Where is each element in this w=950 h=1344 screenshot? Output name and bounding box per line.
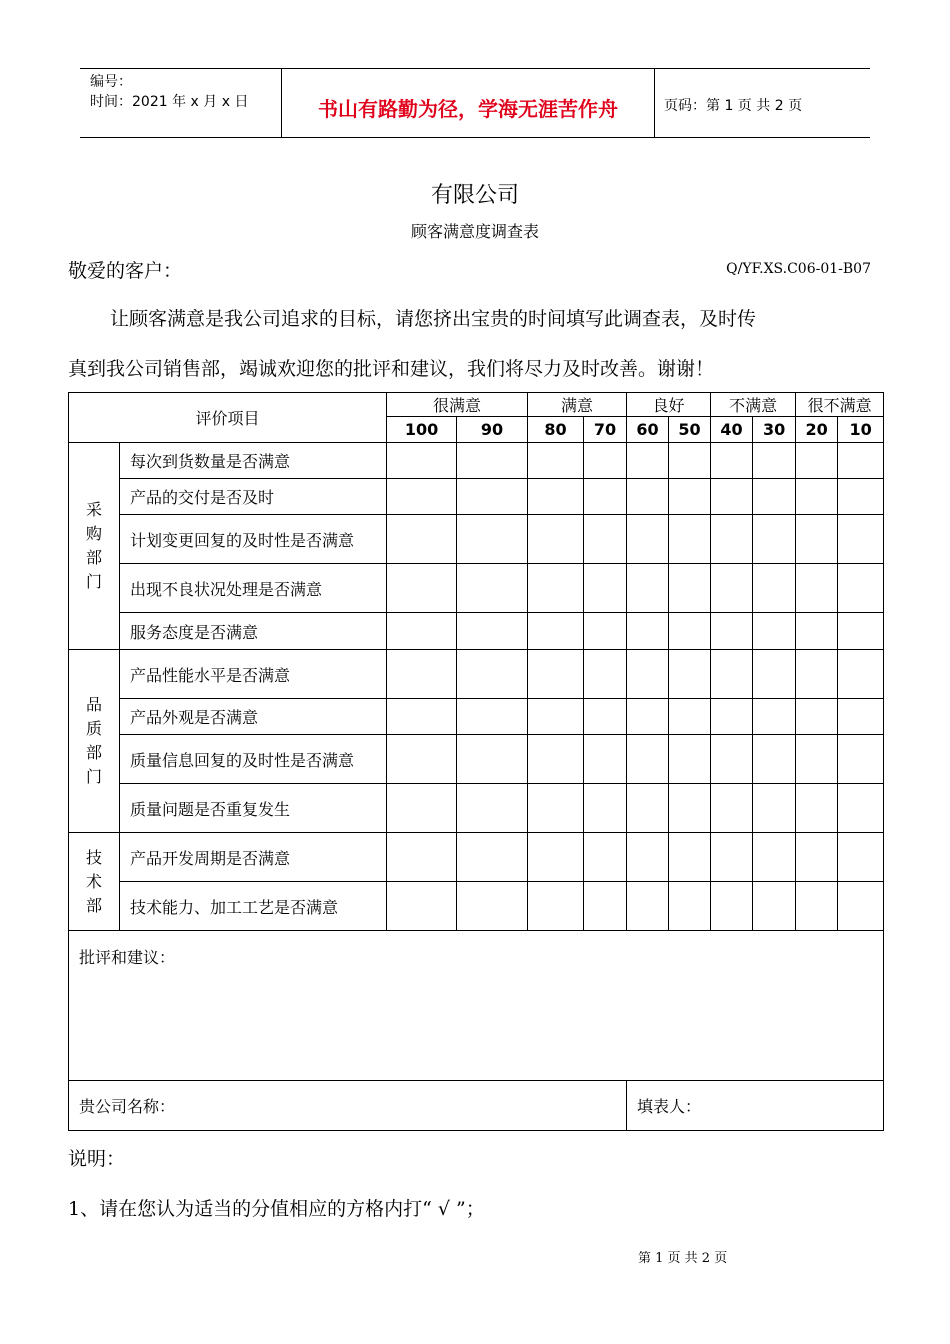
dept-label: 采 购 部 门 [69, 443, 120, 650]
item-header: 评价项目 [69, 393, 387, 443]
score-checkbox-cell[interactable] [796, 735, 838, 784]
header-meta [80, 69, 281, 137]
score-checkbox-cell[interactable] [796, 479, 838, 515]
score-checkbox-cell[interactable] [387, 833, 457, 882]
page-title: 有限公司 [430, 183, 519, 208]
page-footer: 第 1 页 共 2 页 [638, 1251, 728, 1266]
item-label: 服务态度是否满意 [120, 613, 387, 650]
score-checkbox-cell[interactable] [838, 613, 884, 650]
score-checkbox-cell[interactable] [711, 833, 753, 882]
score-checkbox-cell[interactable] [584, 443, 627, 479]
score-checkbox-cell[interactable] [387, 650, 457, 699]
score-checkbox-cell[interactable] [584, 784, 627, 833]
score-checkbox-cell[interactable] [457, 443, 528, 479]
dept-label: 技 术 部 [69, 833, 120, 931]
filler-field[interactable]: 填表人： [627, 1081, 884, 1131]
survey-table [68, 392, 884, 1131]
score-checkbox-cell[interactable] [457, 882, 528, 931]
form-code: Q/YF.XS.C06-01-B07 [726, 261, 871, 277]
item-label: 质量问题是否重复发生 [120, 784, 387, 833]
score-checkbox-cell[interactable] [457, 613, 528, 650]
score-checkbox-cell[interactable] [838, 650, 884, 699]
page-header [80, 68, 870, 138]
score-checkbox-cell[interactable] [627, 613, 669, 650]
score-checkbox-cell[interactable] [753, 613, 796, 650]
level-dissatisfied: 不满意 [711, 393, 796, 417]
score-checkbox-cell[interactable] [457, 515, 528, 564]
score-checkbox-cell[interactable] [528, 833, 584, 882]
score-checkbox-cell[interactable] [753, 784, 796, 833]
score-checkbox-cell[interactable] [796, 784, 838, 833]
table-row [69, 735, 884, 784]
table-row [69, 443, 884, 479]
score-checkbox-cell[interactable] [627, 833, 669, 882]
score-checkbox-cell[interactable] [669, 735, 711, 784]
score-checkbox-cell[interactable] [753, 833, 796, 882]
score-checkbox-cell[interactable] [584, 564, 627, 613]
score-checkbox-cell[interactable] [711, 735, 753, 784]
score-checkbox-cell[interactable] [711, 613, 753, 650]
score-checkbox-cell[interactable] [457, 784, 528, 833]
intro-line-2: 真到我公司销售部，竭诚欢迎您的批评和建议，我们将尽力及时改善。谢谢！ [68, 358, 715, 380]
score-checkbox-cell[interactable] [796, 699, 838, 735]
score-checkbox-cell[interactable] [796, 515, 838, 564]
score-checkbox-cell[interactable] [627, 784, 669, 833]
table-row [69, 699, 884, 735]
score-checkbox-cell[interactable] [528, 650, 584, 699]
score-checkbox-cell[interactable] [753, 479, 796, 515]
score-checkbox-cell[interactable] [627, 699, 669, 735]
score-checkbox-cell[interactable] [838, 882, 884, 931]
score-checkbox-cell[interactable] [528, 613, 584, 650]
score-checkbox-cell[interactable] [528, 784, 584, 833]
company-name-field[interactable]: 贵公司名称： [69, 1081, 627, 1131]
score-checkbox-cell[interactable] [838, 443, 884, 479]
score-checkbox-cell[interactable] [387, 735, 457, 784]
item-label: 质量信息回复的及时性是否满意 [120, 735, 387, 784]
score-checkbox-cell[interactable] [669, 784, 711, 833]
score-checkbox-cell[interactable] [528, 882, 584, 931]
score-checkbox-cell[interactable] [753, 443, 796, 479]
score-checkbox-cell[interactable] [838, 564, 884, 613]
score-checkbox-cell[interactable] [669, 564, 711, 613]
score-header: 80 [528, 417, 584, 443]
page-label: 页码：第 1 页 共 2 页 [664, 98, 803, 114]
item-label: 产品开发周期是否满意 [120, 833, 387, 882]
score-header: 90 [457, 417, 528, 443]
table-row [69, 613, 884, 650]
score-checkbox-cell[interactable] [796, 833, 838, 882]
score-checkbox-cell[interactable] [838, 699, 884, 735]
score-checkbox-cell[interactable] [584, 613, 627, 650]
comments-field[interactable]: 批评和建议： [69, 931, 884, 1081]
score-header: 50 [669, 417, 711, 443]
score-header: 40 [711, 417, 753, 443]
score-checkbox-cell[interactable] [753, 564, 796, 613]
score-checkbox-cell[interactable] [627, 735, 669, 784]
score-checkbox-cell[interactable] [627, 882, 669, 931]
score-header: 10 [838, 417, 884, 443]
score-checkbox-cell[interactable] [387, 479, 457, 515]
score-checkbox-cell[interactable] [584, 515, 627, 564]
score-checkbox-cell[interactable] [584, 735, 627, 784]
table-row [69, 479, 884, 515]
score-checkbox-cell[interactable] [528, 564, 584, 613]
form-subtitle: 顾客满意度调查表 [410, 222, 539, 241]
score-checkbox-cell[interactable] [796, 613, 838, 650]
score-header: 20 [796, 417, 838, 443]
score-checkbox-cell[interactable] [669, 650, 711, 699]
score-checkbox-cell[interactable] [584, 699, 627, 735]
score-checkbox-cell[interactable] [528, 735, 584, 784]
score-checkbox-cell[interactable] [711, 443, 753, 479]
motto-cell [281, 69, 655, 137]
item-label: 计划变更回复的及时性是否满意 [120, 515, 387, 564]
score-checkbox-cell[interactable] [796, 443, 838, 479]
table-row [69, 882, 884, 931]
level-very-satisfied: 很满意 [387, 393, 528, 417]
score-checkbox-cell[interactable] [838, 833, 884, 882]
score-checkbox-cell[interactable] [387, 613, 457, 650]
score-checkbox-cell[interactable] [838, 735, 884, 784]
score-checkbox-cell[interactable] [796, 564, 838, 613]
score-checkbox-cell[interactable] [753, 515, 796, 564]
score-checkbox-cell[interactable] [711, 699, 753, 735]
motto: 书山有路勤为径，学海无涯苦作舟 [318, 97, 618, 121]
table-row [69, 650, 884, 699]
notes-heading: 说明： [68, 1148, 126, 1170]
score-checkbox-cell[interactable] [669, 479, 711, 515]
score-checkbox-cell[interactable] [528, 699, 584, 735]
score-checkbox-cell[interactable] [753, 699, 796, 735]
score-checkbox-cell[interactable] [669, 699, 711, 735]
score-header: 60 [627, 417, 669, 443]
score-header: 30 [753, 417, 796, 443]
item-label: 产品性能水平是否满意 [120, 650, 387, 699]
score-checkbox-cell[interactable] [669, 882, 711, 931]
level-satisfied: 满意 [528, 393, 627, 417]
score-checkbox-cell[interactable] [796, 650, 838, 699]
signature-row [69, 1081, 884, 1131]
table-row [69, 833, 884, 882]
score-checkbox-cell[interactable] [528, 443, 584, 479]
level-good: 良好 [627, 393, 711, 417]
table-row [69, 515, 884, 564]
score-checkbox-cell[interactable] [387, 699, 457, 735]
score-checkbox-cell[interactable] [387, 515, 457, 564]
score-checkbox-cell[interactable] [457, 650, 528, 699]
item-label: 技术能力、加工工艺是否满意 [120, 882, 387, 931]
score-checkbox-cell[interactable] [627, 650, 669, 699]
score-checkbox-cell[interactable] [669, 833, 711, 882]
date-label: 时间：2021 年 x 月 x 日 [90, 94, 249, 110]
greeting: 敬爱的客户： [68, 260, 183, 282]
table-row [69, 784, 884, 833]
score-checkbox-cell[interactable] [457, 735, 528, 784]
score-checkbox-cell[interactable] [711, 515, 753, 564]
score-checkbox-cell[interactable] [528, 479, 584, 515]
score-checkbox-cell[interactable] [584, 833, 627, 882]
score-checkbox-cell[interactable] [387, 784, 457, 833]
score-header: 100 [387, 417, 457, 443]
score-checkbox-cell[interactable] [457, 833, 528, 882]
score-checkbox-cell[interactable] [387, 882, 457, 931]
score-checkbox-cell[interactable] [711, 564, 753, 613]
score-checkbox-cell[interactable] [627, 564, 669, 613]
score-checkbox-cell[interactable] [387, 564, 457, 613]
score-checkbox-cell[interactable] [584, 650, 627, 699]
serial-label: 编号： [90, 74, 132, 90]
score-checkbox-cell[interactable] [627, 443, 669, 479]
score-checkbox-cell[interactable] [753, 735, 796, 784]
score-checkbox-cell[interactable] [669, 443, 711, 479]
score-checkbox-cell[interactable] [838, 479, 884, 515]
item-label: 出现不良状况处理是否满意 [120, 564, 387, 613]
table-row [69, 564, 884, 613]
dept-label: 品 质 部 门 [69, 650, 120, 833]
score-checkbox-cell[interactable] [457, 564, 528, 613]
score-checkbox-cell[interactable] [627, 479, 669, 515]
score-checkbox-cell[interactable] [711, 650, 753, 699]
score-checkbox-cell[interactable] [669, 613, 711, 650]
level-very-dissatisfied: 很不满意 [796, 393, 884, 417]
score-checkbox-cell[interactable] [711, 479, 753, 515]
score-checkbox-cell[interactable] [838, 784, 884, 833]
score-checkbox-cell[interactable] [669, 515, 711, 564]
score-checkbox-cell[interactable] [711, 882, 753, 931]
intro-line-1: 让顾客满意是我公司追求的目标，请您挤出宝贵的时间填写此调查表，及时传 [110, 308, 757, 330]
score-checkbox-cell[interactable] [584, 882, 627, 931]
score-checkbox-cell[interactable] [627, 515, 669, 564]
item-label: 产品外观是否满意 [120, 699, 387, 735]
score-checkbox-cell[interactable] [796, 882, 838, 931]
score-checkbox-cell[interactable] [584, 479, 627, 515]
score-checkbox-cell[interactable] [387, 443, 457, 479]
score-checkbox-cell[interactable] [838, 515, 884, 564]
score-checkbox-cell[interactable] [753, 882, 796, 931]
score-checkbox-cell[interactable] [753, 650, 796, 699]
score-checkbox-cell[interactable] [711, 784, 753, 833]
score-header: 70 [584, 417, 627, 443]
comments-row [69, 931, 884, 1081]
item-label: 每次到货数量是否满意 [120, 443, 387, 479]
score-checkbox-cell[interactable] [457, 699, 528, 735]
score-checkbox-cell[interactable] [528, 515, 584, 564]
note-item-1: 1、请在您认为适当的分值相应的方格内打“ √ ”； [68, 1198, 485, 1220]
score-checkbox-cell[interactable] [457, 479, 528, 515]
item-label: 产品的交付是否及时 [120, 479, 387, 515]
